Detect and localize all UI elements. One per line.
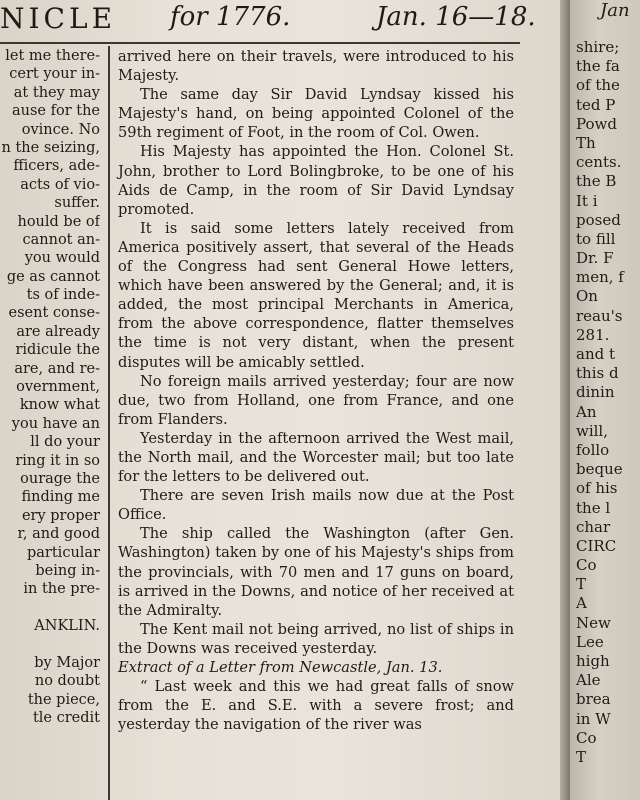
adjacent-page-line: char (576, 517, 611, 536)
left-column-line: ring it in so (15, 452, 100, 469)
news-paragraph: “ Last week and this we had great falls of snow from the E. and S.E. with a severe frost; and yesterday the navigation of the river was (118, 678, 514, 734)
adjacent-page-line: Powd (576, 114, 617, 133)
left-column-line: ts of inde- (26, 287, 100, 304)
left-column-line: cannot an- (22, 231, 100, 248)
left-column-line: ourage the (20, 470, 100, 487)
masthead-title: NICLE (0, 2, 117, 35)
adjacent-page-line: Dr. F (576, 249, 614, 268)
left-column-line (0, 636, 100, 654)
adjacent-page-line: and t (576, 345, 616, 363)
adjacent-page-line: shire; (576, 38, 620, 56)
left-column-line: hould be of (17, 213, 100, 230)
adjacent-page-line: dinin (576, 383, 615, 402)
left-column-line: ll do your (30, 434, 100, 451)
news-paragraph: There are seven Irish mails now due at the Post Office. (118, 487, 514, 524)
left-column-line: you have an (11, 415, 100, 432)
adjacent-page-line: men, f (576, 268, 624, 287)
left-column-line: let me there- (5, 48, 100, 64)
news-paragraph: The ship called the Washington (after Gen. Washington) taken by one of his Majesty's ships from the provincials, with 70 men and 17 guns on board, is arrived in the Downs, and notice of her received at the Admiralty. (118, 525, 514, 619)
adjacent-page-line: Th (576, 133, 596, 152)
masthead-year: for 1776. (170, 2, 291, 32)
adjacent-page-line: in W (576, 709, 611, 728)
adjacent-page-line: the fa (576, 57, 620, 76)
left-column-line: ridicule the (15, 342, 100, 359)
adjacent-page-line: of the (576, 76, 620, 95)
left-column-line: particular (27, 544, 100, 561)
left-column (0, 47, 100, 727)
header-rule (0, 42, 520, 44)
adjacent-page-header: Jan (600, 0, 630, 21)
adjacent-page-line: On (576, 287, 598, 306)
adjacent-page-line: Co (576, 728, 597, 747)
news-paragraph: His Majesty has appointed the Hon. Colonel St. John, brother to Lord Bolingbroke, to be one of his Aids de Camp, in the room of Sir David Lyndsay promoted. (118, 143, 514, 218)
adjacent-page-line: this d (576, 364, 619, 383)
adjacent-page-line: A (576, 594, 587, 613)
left-column-line: no doubt (34, 673, 100, 690)
adjacent-page-column (576, 38, 640, 767)
left-column-line: you would (24, 250, 100, 267)
left-column-line: tle credit (32, 710, 100, 727)
adjacent-page-line: will, (576, 421, 608, 440)
adjacent-page-line: CIRC (576, 536, 617, 555)
adjacent-page-line: New (576, 613, 611, 632)
left-column-line: know what (19, 397, 100, 414)
left-column-line: in the pre- (23, 581, 100, 598)
left-column-line: are already (16, 323, 100, 340)
left-column-line: overnment, (16, 379, 100, 396)
adjacent-page-line: reau's (576, 306, 623, 325)
adjacent-page-line: the B (576, 172, 617, 191)
adjacent-page-line: follo (576, 440, 610, 459)
left-column-line: acts of vio- (20, 176, 100, 193)
adjacent-page-line: beque (576, 460, 623, 479)
left-column-line: ause for the (12, 103, 100, 120)
left-column-line: being in- (35, 562, 100, 579)
left-column-line: ery proper (21, 507, 100, 524)
main-column (118, 47, 514, 734)
news-paragraph: arrived here on their travels, were introduced to his Majesty. (118, 48, 514, 85)
news-paragraph: It is said some letters lately received from America positively assert, that several of the Heads of the Congress had sent General Howe letters, which have been answered by the General; and, it is added, the most principal Merchants in America, from the above correspondence, flatter themselves the time is not very distant, when the present disputes will be amicably settled. (118, 219, 514, 371)
left-column-line: at they may (13, 84, 100, 101)
left-column-line: esent conse- (8, 305, 100, 322)
left-column-line: cert your in- (9, 66, 100, 83)
column-rule (108, 46, 110, 800)
left-column-line: r, and good (17, 526, 100, 543)
left-column-line: n the seizing, (1, 139, 100, 156)
news-paragraph: No foreign mails arrived yesterday; four are now due, two from Holland, one from France, and one from Flanders. (118, 372, 514, 428)
adjacent-page-line: Co (576, 556, 597, 575)
adjacent-page-line: Ale (576, 671, 601, 690)
news-paragraph: The same day Sir David Lyndsay kissed his Majesty's hand, on being appointed Colonel of the 59th regiment of Foot, in the room of Col. Owen. (118, 86, 514, 142)
left-column-line: ovince. No (21, 121, 100, 138)
masthead (0, 0, 560, 40)
adjacent-page-line: of his (576, 479, 618, 498)
adjacent-page-line: T (576, 575, 587, 594)
adjacent-page-line: An (576, 402, 597, 421)
adjacent-page-line: T (576, 747, 587, 766)
left-column-line: fficers, ade- (13, 158, 100, 175)
news-paragraph: Yesterday in the afternoon arrived the West mail, the North mail, and the Worcester mail; but too late for the letters to be delivered out. (118, 429, 514, 486)
left-column-line: ge as cannot (6, 268, 100, 285)
masthead-date: Jan. 16—18. (376, 2, 536, 32)
adjacent-page-line: the l (576, 498, 611, 517)
left-column-line: suffer. (54, 195, 100, 212)
adjacent-page-line: to fill (576, 229, 616, 248)
adjacent-page-line: cents. (576, 153, 622, 172)
left-column-line: by Major (34, 654, 100, 671)
left-column-line: finding me (21, 489, 100, 506)
adjacent-page-line: posed (576, 210, 621, 229)
extract-heading: Extract of a Letter from Newcastle, Jan. 13. (118, 659, 443, 676)
adjacent-page-line: It i (576, 191, 598, 210)
news-paragraph: The Kent mail not being arrived, no list of ships in the Downs was received yesterday. (118, 620, 514, 657)
left-column-line: ANKLIN. (34, 618, 100, 635)
left-column-line: are, and re- (14, 360, 100, 377)
adjacent-page-line: brea (576, 690, 611, 709)
adjacent-page-line: high (576, 652, 610, 670)
adjacent-page-line: ted P (576, 95, 616, 114)
adjacent-page-line: 281. (576, 325, 610, 344)
adjacent-page-line: Lee (576, 632, 604, 651)
left-column-line (0, 599, 100, 617)
page-fold (560, 0, 570, 800)
left-column-line: the piece, (27, 691, 100, 708)
